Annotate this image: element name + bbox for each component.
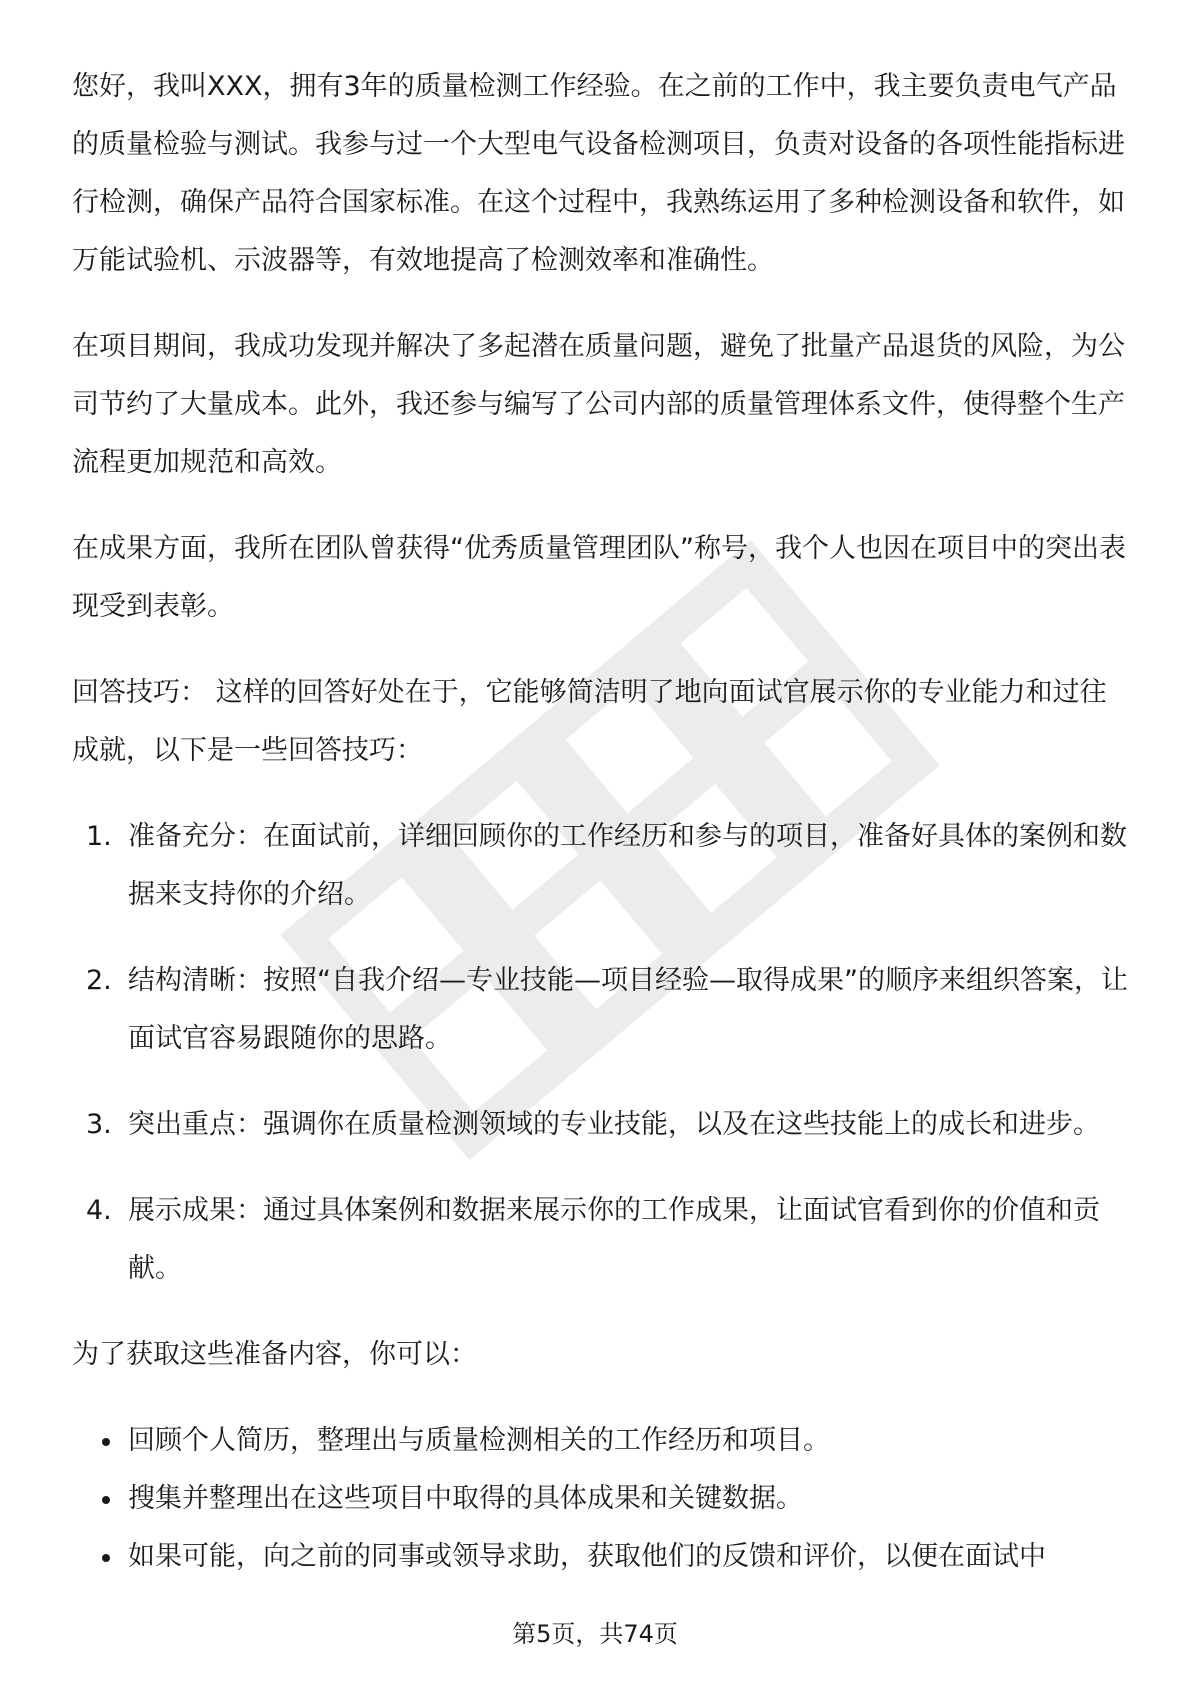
- list-item: [72, 1096, 1132, 1154]
- list-item: [72, 1182, 1132, 1298]
- prep-bullet-list: [72, 1412, 1132, 1586]
- page-number: 第5页，共74页: [0, 1616, 1190, 1652]
- list-item-text: 展示成果：通过具体案例和数据来展示你的工作成果，让面试官看到你的价值和贡献。: [128, 1195, 1100, 1284]
- intro-paragraph: 您好，我叫XXX，拥有3年的质量检测工作经验。在之前的工作中，我主要负责电气产品的质量检验与测试。我参与过一个大型电气设备检测项目，负责对设备的各项性能指标进行检测，确保产品符合国家标准。在这个过程中，我熟练运用了多种检测设备和软件，如万能试验机、示波器等，有效地提高了检测效率和准确性。: [72, 71, 1125, 276]
- achievement-paragraph: 在成果方面，我所在团队曾获得“优秀质量管理团队”称号，我个人也因在项目中的突出表现受到表彰。: [72, 533, 1126, 622]
- list-item: [72, 808, 1132, 924]
- tips-ordered-list: [72, 808, 1132, 1298]
- bullet-icon: [102, 1438, 110, 1446]
- list-number: 1.: [86, 821, 112, 852]
- list-item-text: 回顾个人简历，整理出与质量检测相关的工作经历和项目。: [128, 1425, 830, 1456]
- list-item-text: 结构清晰：按照“自我介绍—专业技能—项目经验—取得成果”的顺序来组织答案，让面试官容易跟随你的思路。: [128, 965, 1128, 1054]
- list-item: [72, 1412, 1132, 1470]
- list-number: 3.: [86, 1109, 112, 1140]
- list-number: 4.: [86, 1195, 112, 1226]
- list-item-text: 搜集并整理出在这些项目中取得的具体成果和关键数据。: [128, 1483, 803, 1514]
- list-item: [72, 952, 1132, 1068]
- list-item-text: 如果可能，向之前的同事或领导求助，获取他们的反馈和评价，以便在面试中: [128, 1541, 1046, 1572]
- list-item: [72, 1528, 1132, 1586]
- bullet-icon: [102, 1554, 110, 1562]
- main-content: [72, 58, 1132, 1586]
- project-paragraph: 在项目期间，我成功发现并解决了多起潜在质量问题，避免了批量产品退货的风险，为公司节约了大量成本。此外，我还参与编写了公司内部的质量管理体系文件，使得整个生产流程更加规范和高效。: [72, 331, 1125, 478]
- bullet-icon: [102, 1496, 110, 1504]
- list-item-text: 突出重点：强调你在质量检测领域的专业技能，以及在这些技能上的成长和进步。: [128, 1109, 1100, 1140]
- tips-paragraph: 回答技巧： 这样的回答好处在于，它能够简洁明了地向面试官展示你的专业能力和过往成就，以下是一些回答技巧：: [72, 677, 1107, 766]
- list-item-text: 准备充分：在面试前，详细回顾你的工作经历和参与的项目，准备好具体的案例和数据来支持你的介绍。: [128, 821, 1127, 910]
- list-number: 2.: [86, 965, 112, 996]
- list-item: [72, 1470, 1132, 1528]
- lead-in-paragraph: 为了获取这些准备内容，你可以：: [72, 1339, 477, 1370]
